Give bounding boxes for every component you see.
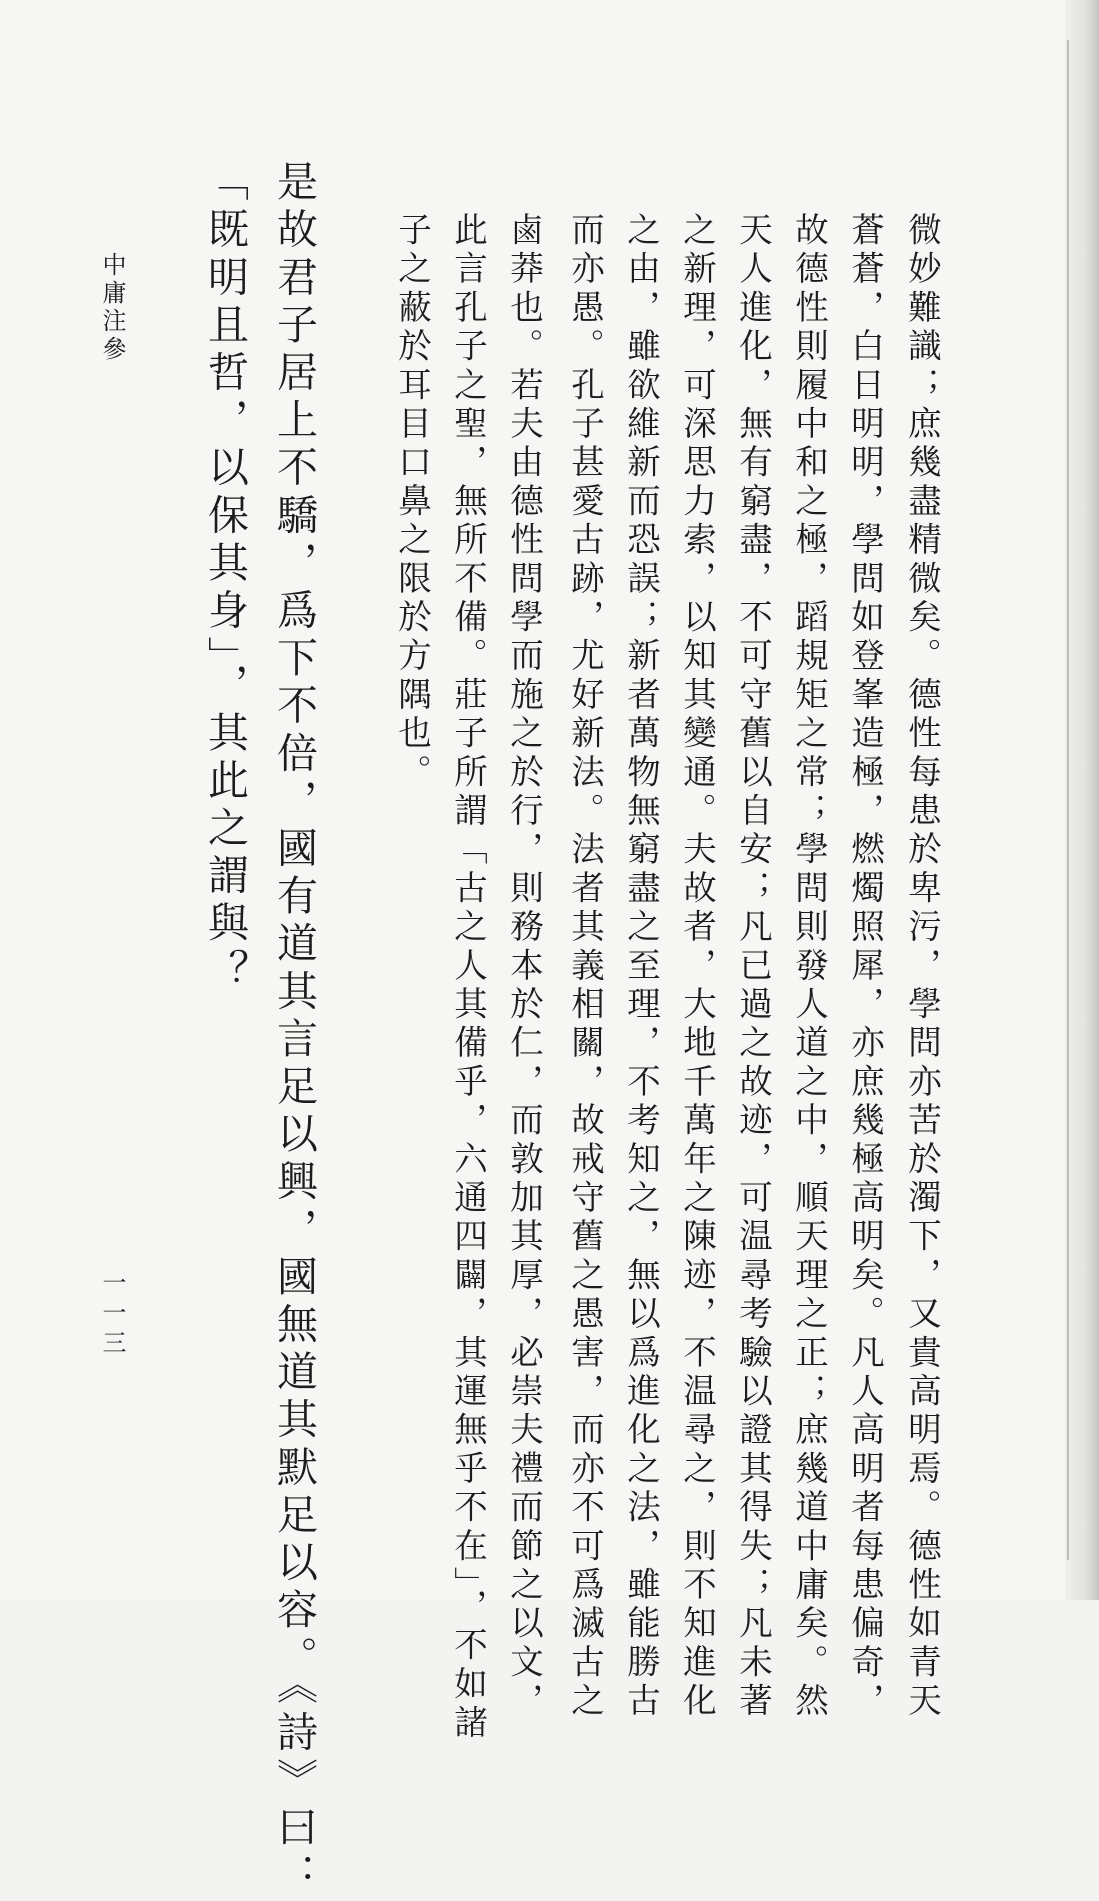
scan-edge [1065,0,1099,1600]
commentary-column: 之由，雖欲維新而恐誤；新者萬物無窮盡之至理，不考知之，無以爲進化之法，雖能勝古 [621,212,661,1722]
commentary-column: 之新理，可深思力索，以知其變通。夫故者，大地千萬年之陳迹，不温尋之，則不知進化 [677,212,717,1722]
commentary-column: 天人進化，無有窮盡，不可守舊以自安；凡已過之故迹，可温尋考驗以證其得失；凡未著 [733,212,773,1722]
commentary-column: 此言孔子之聖，無所不備。莊子所謂「古之人其備乎，六通四闢，其運無乎不在」，不如諸 [448,212,488,1744]
page-number: 一一三 [98,1270,126,1360]
running-title: 中庸注參 [98,252,126,364]
main-text-column: 「既明且哲，以保其身」，其此之謂與？ [201,160,249,997]
main-text-column: 是故君子居上不驕，爲下不倍，國有道其言足以興，國無道其默足以容。《詩》曰： [270,160,318,1901]
commentary-column: 鹵莽也。若夫由德性問學而施之於行，則務本於仁，而敦加其厚，必崇夫禮而節之以文， [504,212,544,1722]
scan-edge-line [1067,40,1069,1560]
commentary-column: 微妙難識；庶幾盡精微矣。德性每患於卑污，學問亦苦於濁下，又貴高明焉。德性如青天 [902,212,942,1722]
commentary-column: 故德性則履中和之極，蹈規矩之常；學問則發人道之中，順天理之正；庶幾道中庸矣。然 [789,212,829,1722]
commentary-column: 而亦愚。孔子甚愛古跡，尤好新法。法者其義相關，故戒守舊之愚害，而亦不可爲滅古之 [565,212,605,1722]
commentary-column: 子之蔽於耳目口鼻之限於方隅也。 [392,212,432,793]
commentary-column: 蒼蒼，白日明明，學問如登峯造極，燃燭照犀，亦庶幾極高明矣。凡人高明者每患偏奇， [845,212,885,1722]
